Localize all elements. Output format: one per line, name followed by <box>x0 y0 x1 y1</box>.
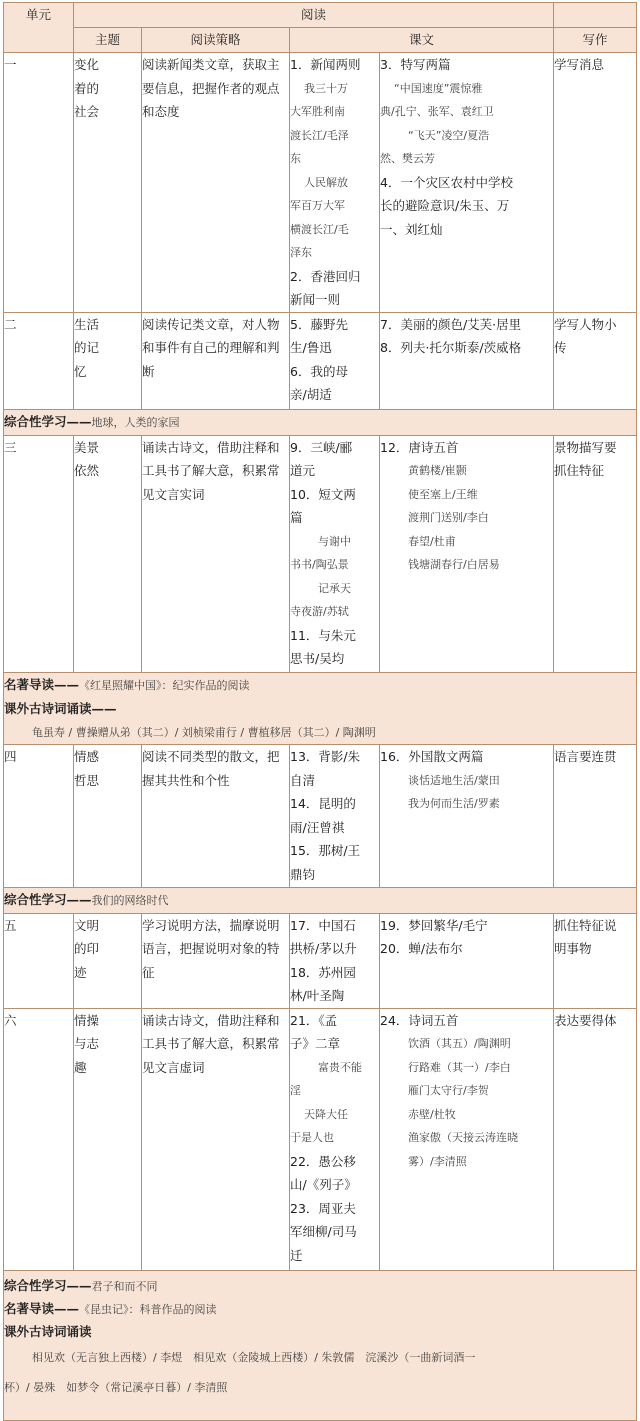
header-texts: 课文 <box>290 28 554 53</box>
theme-line: 情感 <box>74 749 100 764</box>
poem-item: 饮酒（其五）/陶渊明 <box>408 1037 511 1050</box>
activity-band-1 <box>4 409 637 435</box>
texts-col-a <box>290 435 380 672</box>
writing-task <box>554 312 637 409</box>
lesson-title: 新闻一则 <box>290 292 341 307</box>
lesson-title: 亲/胡适 <box>290 387 332 402</box>
theme-line: 变化 <box>74 57 100 72</box>
band-text: 《昆虫记》：科普作品的阅读 <box>79 1302 217 1316</box>
lesson-title: 7．美丽的颜色/艾芙·居里 <box>380 316 522 332</box>
unit-number: 三 <box>4 435 74 672</box>
poem-item: 赤壁/杜牧 <box>408 1107 456 1121</box>
unit-number: 一 <box>4 53 74 313</box>
lesson-title: 24．诗词五首 <box>380 1012 459 1028</box>
lesson-sub: 寺夜游/苏轼 <box>290 605 349 618</box>
unit-row-3 <box>4 435 637 672</box>
poem-item: 钱塘湖春行/白居易 <box>408 558 500 571</box>
writing-task: 表达要得体 <box>554 1008 637 1270</box>
lesson-title: 21．《孟 <box>290 1012 338 1028</box>
poem-item: 渔家傲（天接云涛连晓 <box>408 1131 518 1144</box>
band-label: 名著导读—— <box>4 1300 80 1316</box>
lesson-title: 4．一个灾区农村中学校 <box>380 174 513 190</box>
header-blank <box>554 3 637 28</box>
band-label: 课外古诗词诵读 <box>4 1323 92 1339</box>
lesson-title: 子》二章 <box>290 1036 341 1051</box>
curriculum-table <box>3 2 637 1421</box>
unit-theme <box>74 745 142 888</box>
theme-line: 哲思 <box>74 772 100 788</box>
lesson-title: 自清 <box>290 772 316 788</box>
lesson-sub: 天降大任 <box>304 1107 348 1121</box>
poem-item: 黄鹤楼/崔颢 <box>408 464 467 477</box>
lesson-sub: 军百万大军 <box>290 199 345 212</box>
theme-line: 迹 <box>74 964 87 980</box>
band-text: 相见欢（无言独上西楼）/ 李煜 相见欢（金陵城上西楼）/ 朱敦儒 浣溪沙（一曲新词酒一 <box>32 1350 476 1364</box>
lesson-title: 19．梦回繁华/毛宁 <box>380 917 488 933</box>
lesson-sub: 横渡长江/毛 <box>290 222 349 236</box>
band-text: 地球，人类的家园 <box>91 415 180 429</box>
theme-line: 与志 <box>74 1036 100 1051</box>
lesson-title: 13．背影/朱 <box>290 749 361 764</box>
lesson-sub: 淫 <box>290 1084 301 1097</box>
poem-item: 春望/杜甫 <box>408 534 456 548</box>
lesson-sub: 与谢中 <box>318 534 351 548</box>
lesson-title: 23．周亚夫 <box>290 1200 356 1216</box>
texts-col-a <box>290 1008 380 1270</box>
unit-row-1 <box>4 53 637 313</box>
writing-task: 语言要连贯 <box>554 745 637 888</box>
lesson-title: 16．外国散文两篇 <box>380 749 484 764</box>
lesson-sub: 人民解放 <box>304 175 348 189</box>
reading-strategy: 学习说明方法，揣摩说明语言，把握说明对象的特征 <box>142 913 290 1008</box>
theme-line: 的记 <box>74 340 100 355</box>
lesson-sub: 大军胜利南 <box>290 105 345 118</box>
texts-col-a <box>290 913 380 1008</box>
texts-col-a <box>290 53 380 313</box>
header-strategy: 阅读策略 <box>142 28 290 53</box>
texts-col-b <box>380 435 554 672</box>
activity-band-2 <box>4 672 637 745</box>
texts-col-b <box>380 312 554 409</box>
texts-col-b <box>380 745 554 888</box>
unit-row-2 <box>4 312 637 409</box>
theme-line: 社会 <box>74 104 100 119</box>
lesson-sub: 典/孔宁、张军、袁红卫 <box>380 105 494 118</box>
band-label: 名著导读—— <box>4 676 80 692</box>
writing-task <box>554 435 637 672</box>
lesson-title: 18．苏州园 <box>290 964 356 980</box>
unit-theme <box>74 1008 142 1270</box>
texts-col-b <box>380 913 554 1008</box>
unit-number: 四 <box>4 745 74 888</box>
header-reading: 阅读 <box>74 3 554 28</box>
lesson-title: 15．那树/王 <box>290 843 361 858</box>
lesson-sub: 渡长江/毛泽 <box>290 128 349 142</box>
lesson-sub: 书书/陶弘景 <box>290 558 349 571</box>
lesson-title: 11．与朱元 <box>290 627 356 643</box>
lesson-sub: 富贵不能 <box>318 1060 362 1074</box>
reading-strategy: 诵读古诗文，借助注释和工具书了解大意，积累常见文言虚词 <box>142 1008 290 1270</box>
poem-item: 使至塞上/王维 <box>408 487 478 501</box>
lesson-title: 3．特写两篇 <box>380 57 451 72</box>
writing-line: 学写人物小 <box>554 316 617 332</box>
texts-col-a <box>290 745 380 888</box>
lesson-title: 9．三峡/郦 <box>290 439 353 455</box>
lesson-title: 道元 <box>290 463 316 478</box>
lesson-title: 林/叶圣陶 <box>290 988 345 1003</box>
unit-number: 二 <box>4 312 74 409</box>
lesson-title: 12．唐诗五首 <box>380 439 459 455</box>
header-unit: 单元 <box>4 3 74 53</box>
lesson-sub: 东 <box>290 152 301 165</box>
header-theme: 主题 <box>74 28 142 53</box>
lesson-title: 迁 <box>290 1247 303 1263</box>
lesson-sub: 然、樊云芳 <box>380 152 435 165</box>
lesson-title: 1．新闻两则 <box>290 57 361 72</box>
unit-theme <box>74 53 142 313</box>
essay-item: 我为何而生活/罗素 <box>408 797 500 810</box>
activity-band-4 <box>4 1270 637 1420</box>
reading-strategy: 诵读古诗文，借助注释和工具书了解大意，积累常见文言实词 <box>142 435 290 672</box>
poem-item: 行路难（其一）/李白 <box>408 1060 511 1074</box>
band-label: 综合性学习—— <box>4 1277 92 1293</box>
lesson-title: 6．我的母 <box>290 363 348 379</box>
theme-line: 的印 <box>74 941 100 956</box>
unit-number: 六 <box>4 1008 74 1270</box>
activity-band-3 <box>4 888 637 914</box>
header-writing: 写作 <box>554 28 637 53</box>
theme-line: 着的 <box>74 80 100 96</box>
band-text: 龟虽寿 / 曹操赠从弟（其二）/ 刘桢梁甫行 / 曹植移居（其二）/ 陶渊明 <box>32 725 376 739</box>
lesson-sub: 泽东 <box>290 246 312 259</box>
lesson-title: 8．列夫·托尔斯泰/茨威格 <box>380 340 522 355</box>
poem-item: 渡荆门送别/李白 <box>408 511 489 524</box>
reading-strategy: 阅读新闻类文章，获取主要信息，把握作者的观点和态度 <box>142 53 290 313</box>
poem-item: 雁门太守行/李贺 <box>408 1084 489 1097</box>
unit-theme <box>74 312 142 409</box>
theme-line: 趣 <box>74 1059 87 1075</box>
writing-line: 抓住特征 <box>554 463 605 478</box>
band-label: 综合性学习—— <box>4 413 92 429</box>
writing-task: 学写消息 <box>554 53 637 313</box>
band-label: 综合性学习—— <box>4 892 92 907</box>
band-text: 《红星照耀中国》：纪实作品的阅读 <box>79 678 250 692</box>
writing-line: 明事物 <box>554 941 592 956</box>
unit-row-4 <box>4 745 637 888</box>
poem-item: 雾）/李清照 <box>408 1154 467 1168</box>
theme-line: 情操 <box>74 1012 100 1028</box>
lesson-title: 生/鲁迅 <box>290 340 332 355</box>
band-text: 我们的网络时代 <box>91 894 169 907</box>
lesson-sub: 于是人也 <box>290 1131 334 1144</box>
theme-line: 美景 <box>74 439 100 455</box>
texts-col-b <box>380 53 554 313</box>
lesson-title: 军细柳/司马 <box>290 1224 357 1239</box>
reading-strategy: 阅读不同类型的散文，把握其共性和个性 <box>142 745 290 888</box>
band-label: 课外古诗词诵读—— <box>4 701 117 716</box>
lesson-sub: 记承天 <box>318 581 351 595</box>
lesson-sub: 我三十万 <box>304 81 348 95</box>
writing-task <box>554 913 637 1008</box>
unit-theme <box>74 435 142 672</box>
writing-line: 传 <box>554 340 567 355</box>
lesson-title: 10．短文两 <box>290 486 356 502</box>
texts-col-b <box>380 1008 554 1270</box>
lesson-title: 篇 <box>290 510 303 525</box>
lesson-title: 山/《列子》 <box>290 1177 357 1192</box>
lesson-title: 17．中国石 <box>290 917 356 933</box>
unit-row-5 <box>4 913 637 1008</box>
lesson-title: 雨/汪曾祺 <box>290 819 345 835</box>
essay-item: 谈恬适地生活/蒙田 <box>408 773 500 787</box>
lesson-sub: “飞天”凌空/夏浩 <box>408 128 490 142</box>
theme-line: 依然 <box>74 463 100 478</box>
theme-line: 文明 <box>74 917 100 933</box>
lesson-title: 2．香港回归 <box>290 268 361 284</box>
unit-number: 五 <box>4 913 74 1008</box>
lesson-title: 14．昆明的 <box>290 796 356 811</box>
lesson-title: 5．藤野先 <box>290 316 348 332</box>
band-text: 君子和而不同 <box>91 1279 158 1293</box>
theme-line: 忆 <box>74 363 87 379</box>
lesson-title: 鼎钧 <box>290 866 316 882</box>
lesson-title: 一、刘红灿 <box>380 221 443 237</box>
lesson-title: 思书/吴均 <box>290 651 345 666</box>
unit-row-6 <box>4 1008 637 1270</box>
lesson-title: 20．蝉/法布尔 <box>380 941 463 956</box>
lesson-title: 长的避险意识/朱玉、万 <box>380 198 510 213</box>
writing-line: 景物描写要 <box>554 439 617 455</box>
lesson-title: 拱桥/茅以升 <box>290 941 357 956</box>
theme-line: 生活 <box>74 316 100 332</box>
unit-theme <box>74 913 142 1008</box>
band-text: 杯）/ 晏殊 如梦令（常记溪亭日暮）/ 李清照 <box>4 1380 228 1394</box>
lesson-title: 22．愚公移 <box>290 1153 356 1169</box>
reading-strategy: 阅读传记类文章，对人物和事件有自己的理解和判断 <box>142 312 290 409</box>
texts-col-a <box>290 312 380 409</box>
writing-line: 抓住特征说 <box>554 917 617 933</box>
lesson-sub: “中国速度”震惊雅 <box>394 81 483 95</box>
